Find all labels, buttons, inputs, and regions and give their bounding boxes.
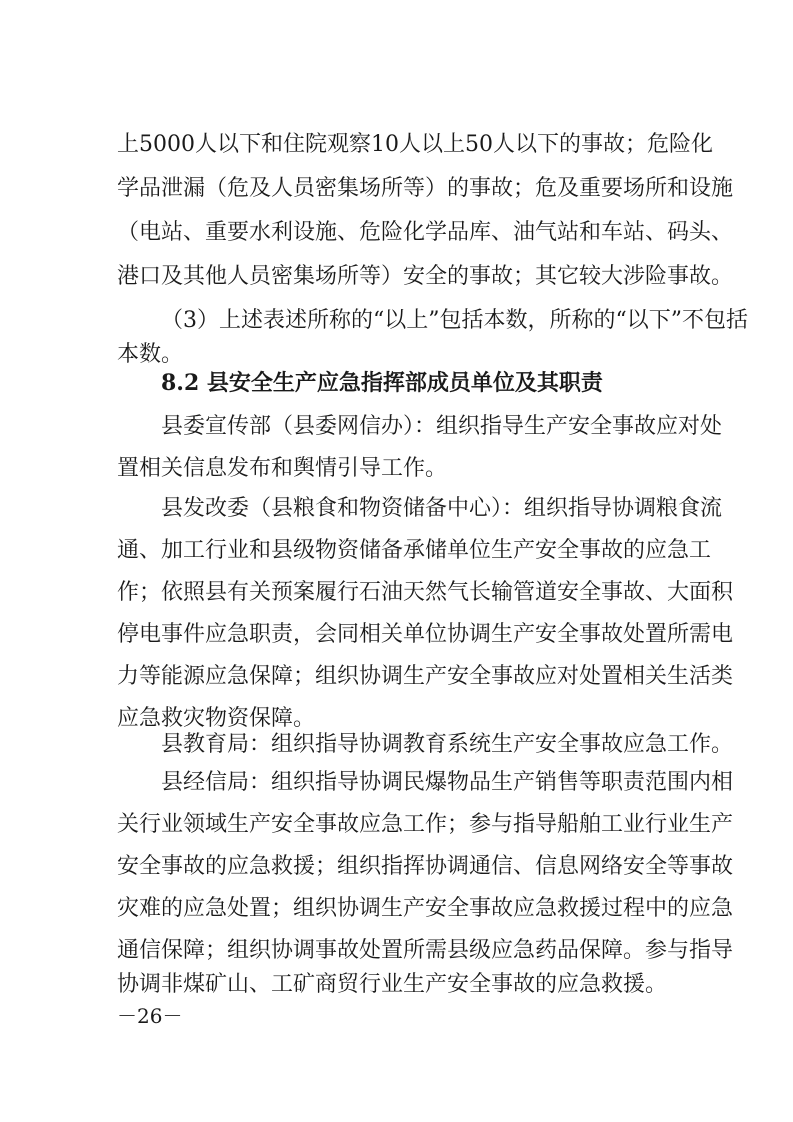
section-heading: 8.2 县安全生产应急指挥部成员单位及其职责 xyxy=(161,370,603,396)
text-line: 通、加工行业和县级物资储备承储单位生产安全事故的应急工 xyxy=(117,538,712,563)
text-line: 置相关信息发布和舆情引导工作。 xyxy=(117,456,448,481)
text-line: 力等能源应急保障；组织协调生产安全事故应对处置相关生活类 xyxy=(117,664,734,689)
text-line: 协调非煤矿山、工矿商贸行业生产安全事故的应急救援。 xyxy=(117,972,668,997)
text-line: 本数。 xyxy=(117,342,184,367)
text-line: 学品泄漏（危及人员密集场所等）的事故；危及重要场所和设施 xyxy=(117,176,734,201)
text-line: （电站、重要水利设施、危险化学品库、油气站和车站、码头、 xyxy=(117,220,734,245)
text-line: 作；依照县有关预案履行石油天然气长输管道安全事故、大面积 xyxy=(117,580,734,605)
text-line: 县委宣传部（县委网信办）：组织指导生产安全事故应对处 xyxy=(161,414,723,439)
text-line: 应急救灾物资保障。 xyxy=(117,706,316,731)
text-line: 上5000人以下和住院观察10人以上50人以下的事故；危险化 xyxy=(117,132,713,157)
text-line: 停电事件应急职责，会同相关单位协调生产安全事故处置所需电 xyxy=(117,622,734,647)
text-line: 通信保障；组织协调事故处置所需县级应急药品保障。参与指导 xyxy=(117,938,734,963)
text-line: 灾难的应急处置；组织协调生产安全事故应急救援过程中的应急 xyxy=(117,896,734,921)
text-line: 县经信局：组织指导协调民爆物品生产销售等职责范围内相 xyxy=(161,770,734,795)
text-line: 安全事故的应急救援；组织指挥协调通信、信息网络安全等事故 xyxy=(117,854,734,879)
text-line: 县发改委（县粮食和物资储备中心）：组织指导协调粮食流 xyxy=(161,496,723,521)
text-line: （3）上述表述所称的“以上”包括本数，所称的“以下”不包括 xyxy=(161,308,748,333)
text-line: 县教育局：组织指导协调教育系统生产安全事故应急工作。 xyxy=(161,732,734,757)
page-number: －26－ xyxy=(117,1004,183,1028)
text-line: 关行业领域生产安全事故应急工作；参与指导船舶工业行业生产 xyxy=(117,812,734,837)
text-line: 港口及其他人员密集场所等）安全的事故；其它较大涉险事故。 xyxy=(117,264,734,289)
